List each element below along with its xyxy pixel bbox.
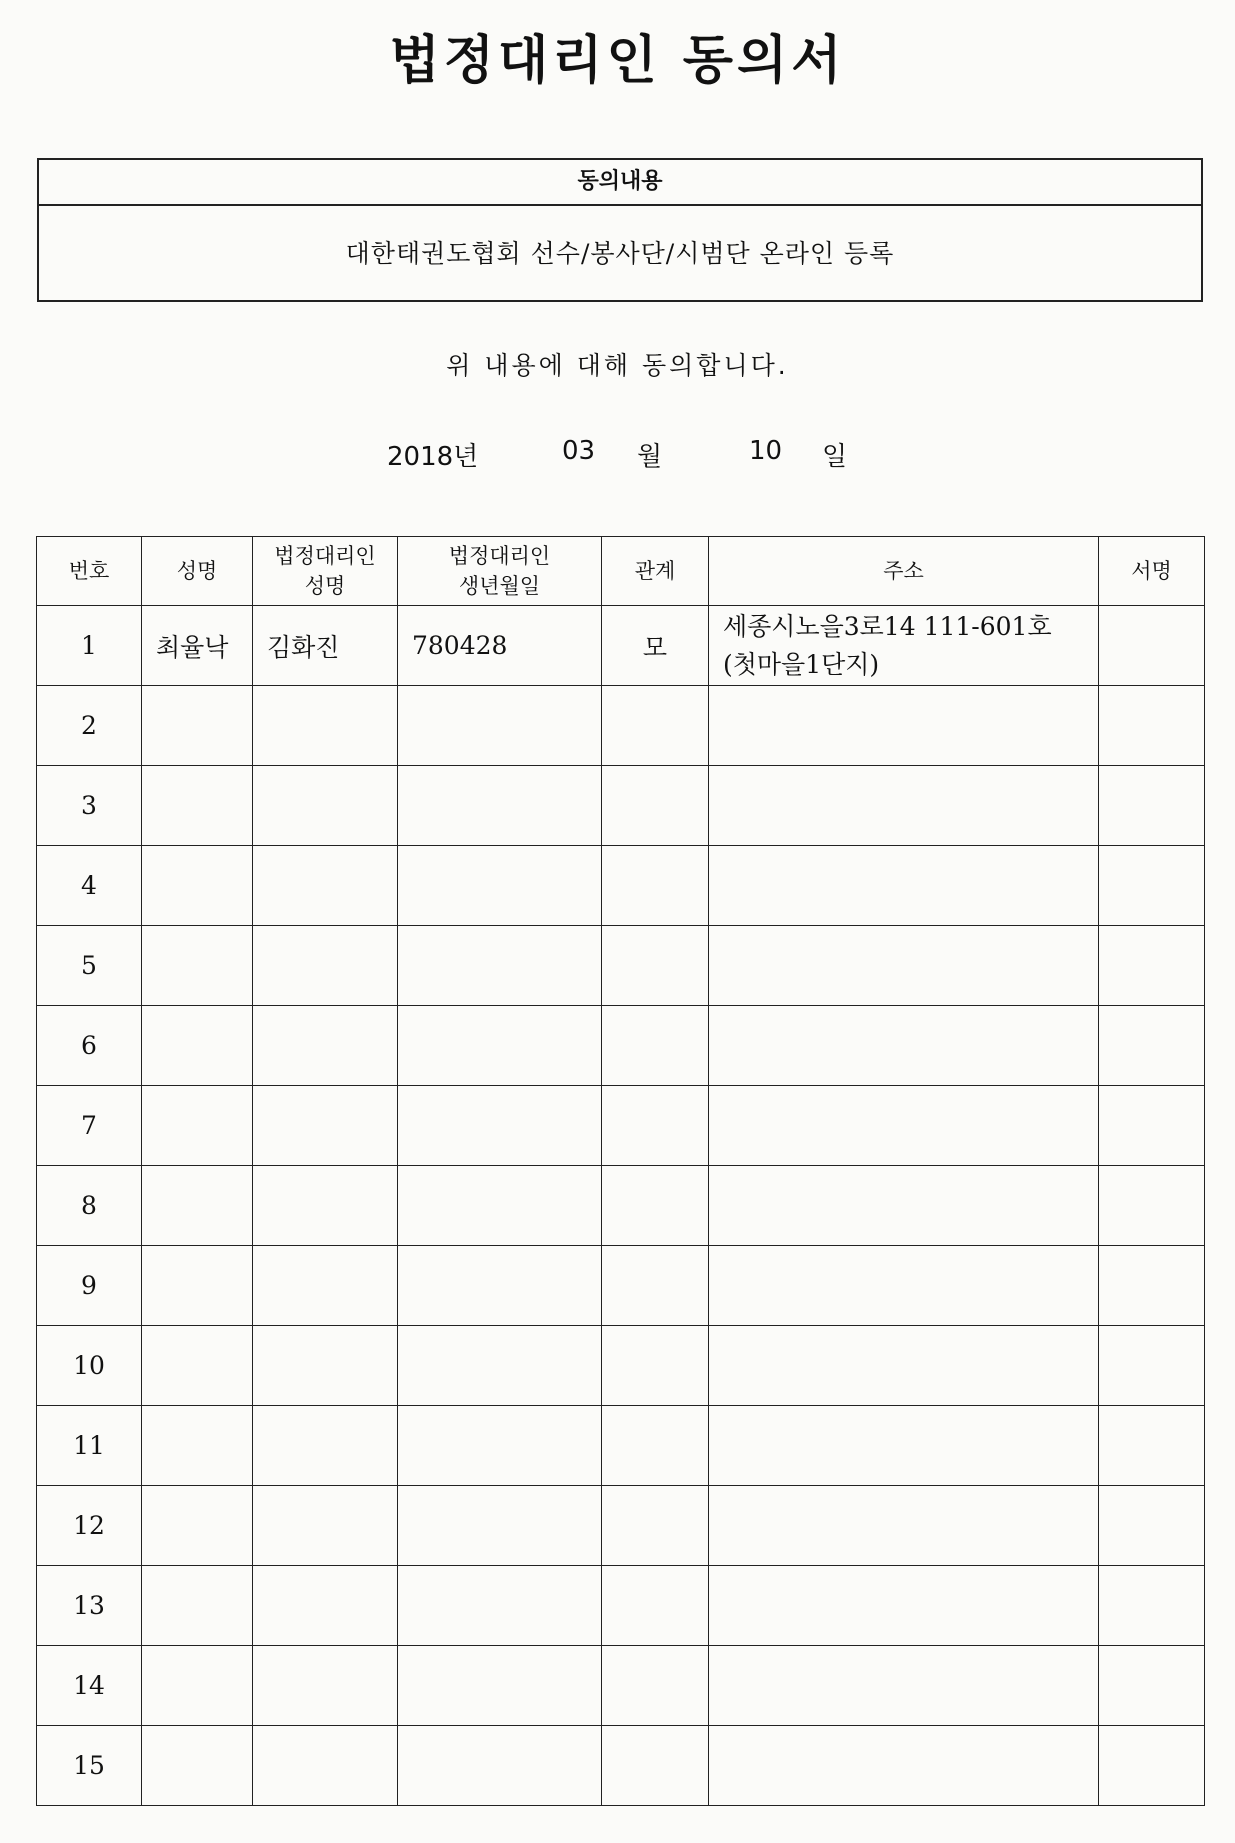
row-address[interactable] bbox=[709, 1086, 1099, 1166]
table-header-row bbox=[37, 537, 1205, 606]
row-address[interactable] bbox=[709, 1646, 1099, 1726]
row-address[interactable] bbox=[709, 1246, 1099, 1326]
row-number: 11 bbox=[37, 1406, 142, 1486]
row-guardian-name[interactable] bbox=[253, 1726, 398, 1806]
row-relation[interactable] bbox=[602, 686, 709, 766]
row-signature[interactable] bbox=[1099, 1486, 1205, 1566]
row-signature[interactable] bbox=[1099, 686, 1205, 766]
row-relation[interactable] bbox=[602, 1566, 709, 1646]
row-guardian-birth[interactable] bbox=[398, 1486, 602, 1566]
row-number: 10 bbox=[37, 1326, 142, 1406]
row-name[interactable] bbox=[142, 1486, 253, 1566]
row-guardian-birth[interactable] bbox=[398, 1566, 602, 1646]
row-address[interactable] bbox=[709, 926, 1099, 1006]
row-name[interactable] bbox=[142, 1326, 253, 1406]
row-relation[interactable] bbox=[602, 1246, 709, 1326]
row-guardian-birth[interactable] bbox=[398, 766, 602, 846]
row-number: 8 bbox=[37, 1166, 142, 1246]
row-signature[interactable] bbox=[1099, 1566, 1205, 1646]
row-relation[interactable] bbox=[602, 1726, 709, 1806]
row-signature[interactable] bbox=[1099, 1646, 1205, 1726]
table-row bbox=[37, 1326, 1205, 1406]
row-guardian-name[interactable] bbox=[253, 926, 398, 1006]
row-signature[interactable] bbox=[1099, 1246, 1205, 1326]
row-address bbox=[709, 606, 1099, 686]
row-name[interactable] bbox=[142, 1646, 253, 1726]
row-guardian-birth[interactable] bbox=[398, 1006, 602, 1086]
row-relation[interactable] bbox=[602, 1006, 709, 1086]
header-relation: 관계 bbox=[602, 537, 709, 606]
row-address-line1: 세종시노을3로14 111-601호 bbox=[723, 611, 1052, 641]
row-relation[interactable] bbox=[602, 926, 709, 1006]
date-month: 03 bbox=[562, 436, 596, 466]
row-name[interactable] bbox=[142, 1246, 253, 1326]
row-relation[interactable] bbox=[602, 1086, 709, 1166]
row-number: 12 bbox=[37, 1486, 142, 1566]
row-relation: 모 bbox=[602, 606, 709, 686]
row-guardian-name: 김화진 bbox=[253, 606, 398, 686]
header-guardian-birth bbox=[398, 537, 602, 606]
header-guardian-birth-line2: 생년월일 bbox=[458, 574, 541, 598]
row-address[interactable] bbox=[709, 1326, 1099, 1406]
consent-statement: 위 내용에 대해 동의합니다. bbox=[446, 351, 789, 380]
row-number: 5 bbox=[37, 926, 142, 1006]
row-number: 1 bbox=[37, 606, 142, 686]
header-number: 번호 bbox=[37, 537, 142, 606]
row-signature[interactable] bbox=[1099, 606, 1205, 686]
row-address[interactable] bbox=[709, 1566, 1099, 1646]
row-number: 6 bbox=[37, 1006, 142, 1086]
row-name[interactable] bbox=[142, 1406, 253, 1486]
row-number: 13 bbox=[37, 1566, 142, 1646]
row-name[interactable] bbox=[142, 1566, 253, 1646]
row-guardian-name[interactable] bbox=[253, 1486, 398, 1566]
row-signature[interactable] bbox=[1099, 766, 1205, 846]
row-number: 2 bbox=[37, 686, 142, 766]
row-signature[interactable] bbox=[1099, 926, 1205, 1006]
row-relation[interactable] bbox=[602, 1486, 709, 1566]
header-address: 주소 bbox=[709, 537, 1099, 606]
row-relation[interactable] bbox=[602, 1646, 709, 1726]
row-signature[interactable] bbox=[1099, 1086, 1205, 1166]
row-guardian-birth[interactable] bbox=[398, 1646, 602, 1726]
row-guardian-name[interactable] bbox=[253, 1326, 398, 1406]
row-guardian-name[interactable] bbox=[253, 686, 398, 766]
row-guardian-birth[interactable] bbox=[398, 1406, 602, 1486]
row-name[interactable] bbox=[142, 1166, 253, 1246]
row-guardian-name[interactable] bbox=[253, 1166, 398, 1246]
row-guardian-birth[interactable] bbox=[398, 1726, 602, 1806]
table-row bbox=[37, 1166, 1205, 1246]
row-name[interactable] bbox=[142, 1726, 253, 1806]
consent-box bbox=[37, 158, 1203, 302]
header-guardian-name-line2: 성명 bbox=[304, 574, 346, 598]
row-address[interactable] bbox=[709, 1726, 1099, 1806]
row-name[interactable] bbox=[142, 766, 253, 846]
row-guardian-birth[interactable] bbox=[398, 1326, 602, 1406]
row-signature[interactable] bbox=[1099, 1006, 1205, 1086]
guardian-table bbox=[36, 536, 1205, 1806]
row-number: 4 bbox=[37, 846, 142, 926]
table-row bbox=[37, 1566, 1205, 1646]
row-relation[interactable] bbox=[602, 846, 709, 926]
row-guardian-birth: 780428 bbox=[398, 606, 602, 686]
row-signature[interactable] bbox=[1099, 1406, 1205, 1486]
table-row bbox=[37, 846, 1205, 926]
date-day: 10 bbox=[749, 436, 783, 466]
row-relation[interactable] bbox=[602, 1406, 709, 1486]
header-signature: 서명 bbox=[1099, 537, 1205, 606]
row-address[interactable] bbox=[709, 1006, 1099, 1086]
row-signature[interactable] bbox=[1099, 1326, 1205, 1406]
consent-content: 대한태권도협회 선수/봉사단/시범단 온라인 등록 bbox=[345, 239, 895, 268]
table-row bbox=[37, 1246, 1205, 1326]
row-guardian-birth[interactable] bbox=[398, 926, 602, 1006]
header-name: 성명 bbox=[142, 537, 253, 606]
table-row bbox=[37, 1646, 1205, 1726]
date-year: 2018년 bbox=[387, 442, 479, 472]
table-row bbox=[37, 926, 1205, 1006]
row-address[interactable] bbox=[709, 846, 1099, 926]
row-number: 14 bbox=[37, 1646, 142, 1726]
row-address[interactable] bbox=[709, 1486, 1099, 1566]
row-guardian-name[interactable] bbox=[253, 766, 398, 846]
row-number: 9 bbox=[37, 1246, 142, 1326]
row-address[interactable] bbox=[709, 686, 1099, 766]
row-address[interactable] bbox=[709, 1166, 1099, 1246]
row-guardian-birth[interactable] bbox=[398, 1166, 602, 1246]
row-number: 3 bbox=[37, 766, 142, 846]
date-month-unit: 월 bbox=[637, 442, 663, 472]
date-day-unit: 일 bbox=[822, 442, 848, 472]
row-signature[interactable] bbox=[1099, 1726, 1205, 1806]
row-guardian-name[interactable] bbox=[253, 1246, 398, 1326]
row-guardian-name[interactable] bbox=[253, 846, 398, 926]
row-guardian-name[interactable] bbox=[253, 1086, 398, 1166]
row-guardian-name[interactable] bbox=[253, 1566, 398, 1646]
row-address[interactable] bbox=[709, 766, 1099, 846]
row-address-line2: (첫마을1단지) bbox=[723, 649, 880, 679]
row-guardian-name[interactable] bbox=[253, 1406, 398, 1486]
table-row bbox=[37, 1086, 1205, 1166]
header-guardian-birth-line1: 법정대리인 bbox=[448, 544, 551, 568]
row-name: 최율낙 bbox=[142, 606, 253, 686]
table-row bbox=[37, 1006, 1205, 1086]
row-number: 15 bbox=[37, 1726, 142, 1806]
table-row bbox=[37, 1726, 1205, 1806]
row-relation[interactable] bbox=[602, 1326, 709, 1406]
row-relation[interactable] bbox=[602, 766, 709, 846]
row-name[interactable] bbox=[142, 686, 253, 766]
table-row bbox=[37, 606, 1205, 686]
row-guardian-birth[interactable] bbox=[398, 1246, 602, 1326]
row-name[interactable] bbox=[142, 846, 253, 926]
table-row bbox=[37, 686, 1205, 766]
consent-heading: 동의내용 bbox=[39, 160, 1201, 206]
row-name[interactable] bbox=[142, 1086, 253, 1166]
row-address[interactable] bbox=[709, 1406, 1099, 1486]
table-row bbox=[37, 1406, 1205, 1486]
row-name[interactable] bbox=[142, 926, 253, 1006]
row-signature[interactable] bbox=[1099, 846, 1205, 926]
row-guardian-name[interactable] bbox=[253, 1006, 398, 1086]
row-relation[interactable] bbox=[602, 1166, 709, 1246]
document-title: 법정대리인 동의서 bbox=[389, 31, 846, 91]
table-row bbox=[37, 766, 1205, 846]
table-row bbox=[37, 1486, 1205, 1566]
header-guardian-name-line1: 법정대리인 bbox=[274, 544, 376, 568]
row-name[interactable] bbox=[142, 1006, 253, 1086]
header-guardian-name bbox=[253, 537, 398, 606]
row-guardian-birth[interactable] bbox=[398, 1086, 602, 1166]
row-signature[interactable] bbox=[1099, 1166, 1205, 1246]
row-number: 7 bbox=[37, 1086, 142, 1166]
row-guardian-birth[interactable] bbox=[398, 846, 602, 926]
row-guardian-name[interactable] bbox=[253, 1646, 398, 1726]
row-guardian-birth[interactable] bbox=[398, 686, 602, 766]
